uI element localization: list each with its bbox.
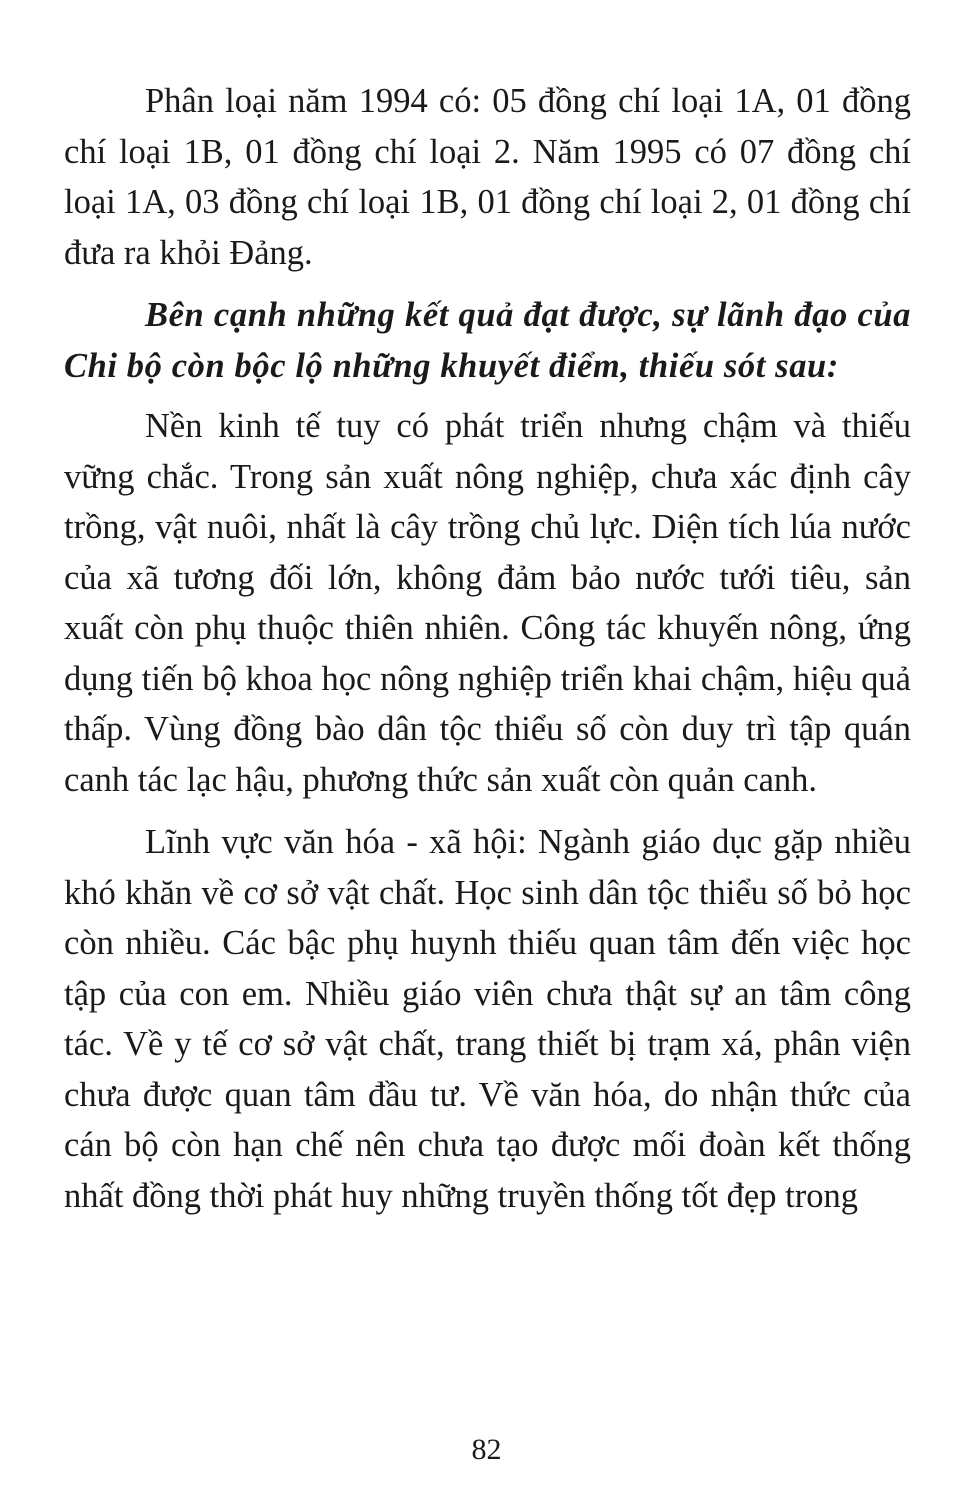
paragraph-economy: Nền kinh tế tuy có phát triển nhưng chậm và thiếu vững chắc. Trong sản xuất nông nghiệp, chưa xác định cây trồng, vật nuôi, nhất là cây trồng chủ lực. Diện tích lúa nước của xã tương đối lớn, không đảm bảo nước tưới tiêu, sản xuất còn phụ thuộc thiên nhiên. Công tác khuyến nông, ứng dụng tiến bộ khoa học nông nghiệp triển khai chậm, hiệu quả thấp. Vùng đồng bào dân tộc thiểu số còn duy trì tập quán canh tác lạc hậu, phương thức sản xuất còn quản canh. xyxy=(64,407,911,799)
section-heading-shortcomings: Bên cạnh những kết quả đạt được, sự lãnh đạo của Chi bộ còn bộc lộ những khuyết điểm, thiếu sót sau: xyxy=(64,296,911,385)
page-number: 82 xyxy=(471,1433,502,1466)
paragraph-party-classification: Phân loại năm 1994 có: 05 đồng chí loại 1A, 01 đồng chí loại 1B, 01 đồng chí loại 2. Năm 1995 có 07 đồng chí loại 1A, 03 đồng chí loại 1B, 01 đồng chí loại 2, 01 đồng chí đưa ra khỏi Đảng. xyxy=(64,82,911,272)
page-body xyxy=(64,76,911,1221)
paragraph-culture-society: Lĩnh vực văn hóa - xã hội: Ngành giáo dục gặp nhiều khó khăn về cơ sở vật chất. Học sinh dân tộc thiểu số bỏ học còn nhiều. Các bậc phụ huynh thiếu quan tâm đến việc học tập của con em. Nhiều giáo viên chưa thật sự an tâm công tác. Về y tế cơ sở vật chất, trang thiết bị trạm xá, phân viện chưa được quan tâm đầu tư. Về văn hóa, do nhận thức của cán bộ còn hạn chế nên chưa tạo được mối đoàn kết thống nhất đồng thời phát huy những truyền thống tốt đẹp trong xyxy=(64,823,911,1215)
